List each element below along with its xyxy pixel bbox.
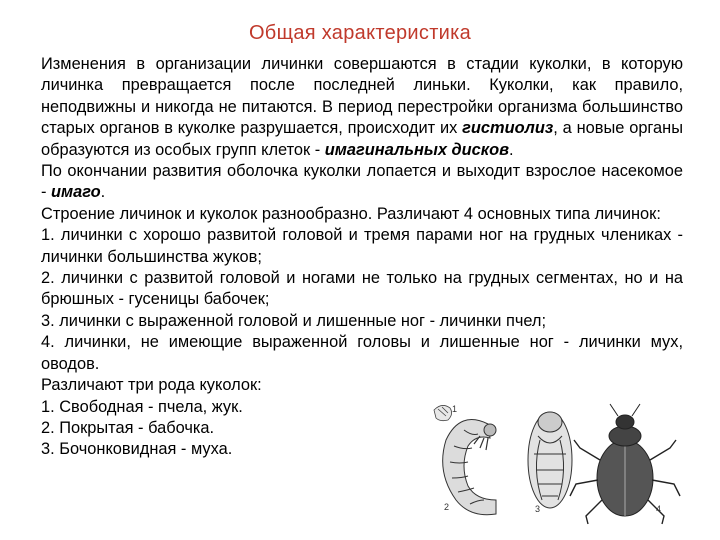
term-histiolysis: гистиолиз <box>462 119 554 138</box>
text-run: Изменения в организации личинки совершаются в стадии куколки, в которую личинка превращается после последней линьки. Куколки, как правило, неподвижны и никогда не питаются. В период перестройки организма большинство старых органов в куколке разрушается, происходит их <box>41 55 683 138</box>
text-run: , а новые органы образуются из особых групп клеток - <box>41 119 683 159</box>
figure-number: 2 <box>444 502 450 512</box>
paragraph-larva-intro: Строение личинок и куколок разнообразно. Различают 4 основных типа личинок: <box>41 204 661 223</box>
figure-number: 3 <box>535 504 541 514</box>
text-run: . <box>509 140 514 159</box>
term-imaginal-discs: имагинальных дисков <box>324 140 509 159</box>
beetle-development-illustration <box>420 400 690 525</box>
paragraph-imago <box>41 161 683 204</box>
text-run: По окончании развития оболочка куколки лопается и выходит взрослое насекомое - <box>41 162 683 202</box>
pupa-drawing <box>528 412 572 508</box>
adult-beetle-drawing <box>570 404 680 524</box>
pupa-intro: Различают три рода куколок: <box>41 376 262 395</box>
figure-number: 1 <box>452 404 458 414</box>
larva-type-item: 3. личинки с выраженной головой и лишенные ног - личинки пчел; <box>41 311 547 330</box>
text-run: . <box>100 183 106 202</box>
larva-type-item: 4. личинки, не имеющие выраженной головы и лишенные ног - личинки мух, оводов. <box>41 333 683 373</box>
term-imago: имаго <box>51 183 101 202</box>
paragraph-pupa-stage <box>41 54 683 161</box>
pupa-type-item: 2. Покрытая - бабочка. <box>41 418 215 437</box>
slide-title: Общая характеристика <box>248 22 472 44</box>
larva-type-item: 2. личинки с развитой головой и ногами не только на грудных сегментах, но и на брюшных - гусеницы бабочек; <box>41 269 683 309</box>
grub-larva-drawing <box>443 420 496 515</box>
pupa-type-item: 3. Бочонковидная - муха. <box>41 440 233 459</box>
figure-number: 4 <box>656 504 662 514</box>
pupa-type-item: 1. Свободная - пчела, жук. <box>41 397 243 416</box>
larva-type-item: 1. личинки с хорошо развитой головой и тремя парами ног на грудных члениках - личинки большинства жуков; <box>41 226 683 266</box>
small-larva-drawing <box>434 405 452 420</box>
